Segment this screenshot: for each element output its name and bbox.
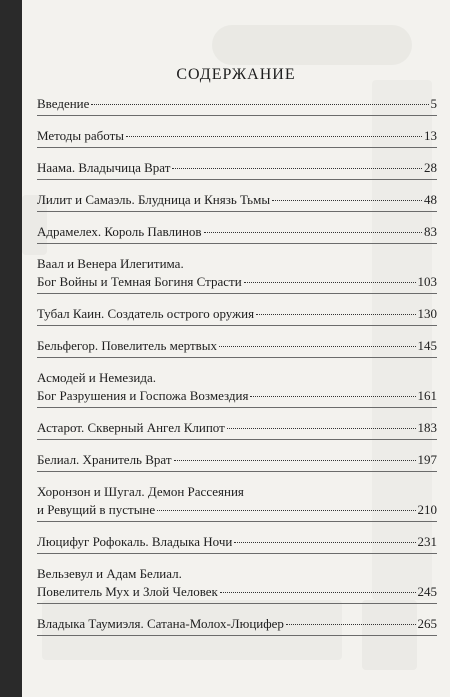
toc-entry-last-line — [37, 223, 437, 241]
toc-entry — [37, 255, 437, 294]
dot-leader — [234, 542, 415, 543]
toc-entry-title-line: Тубал Каин. Создатель острого оружия — [37, 306, 255, 321]
dot-leader — [172, 168, 422, 169]
toc-entry-last-line — [37, 95, 437, 113]
toc-entry-title-line: Введение — [37, 96, 90, 111]
toc-entry-last-line — [37, 501, 437, 519]
toc-page-number: 28 — [424, 160, 437, 175]
toc-entry-title-line: и Ревущий в пустыне — [37, 502, 156, 517]
toc-page-number: 13 — [424, 128, 437, 143]
dot-leader — [157, 510, 415, 511]
toc-entry-last-line — [37, 533, 437, 551]
toc-entry-title-line: Асмодей и Немезида. — [37, 370, 157, 385]
toc-page-number: 245 — [417, 584, 437, 599]
toc-entry-last-line — [37, 419, 437, 437]
toc-entry-last-line — [37, 127, 437, 145]
toc-page-number: 183 — [417, 420, 437, 435]
toc-entry — [37, 305, 437, 326]
dot-leader — [220, 592, 416, 593]
dot-leader — [174, 460, 416, 461]
toc-entry-title-line: Бог Войны и Темная Богиня Страсти — [37, 274, 242, 289]
toc-entry — [37, 615, 437, 636]
toc-entry-title-line: Белиал. Хранитель Врат — [37, 452, 172, 467]
toc-entry-last-line — [37, 583, 437, 601]
dot-leader — [126, 136, 422, 137]
dot-leader — [272, 200, 422, 201]
toc-page-number: 130 — [417, 306, 437, 321]
toc-page-number: 145 — [417, 338, 437, 353]
toc-entry-title-line: Бог Разрушения и Госпожа Возмездия — [37, 388, 249, 403]
toc-entry-last-line — [37, 305, 437, 323]
toc-list — [37, 95, 437, 647]
toc-entry-title-line: Ваал и Венера Илегитима. — [37, 256, 184, 271]
toc-page-number: 48 — [424, 192, 437, 207]
dot-leader — [286, 624, 416, 625]
toc-entry — [37, 483, 437, 522]
dot-leader — [244, 282, 416, 283]
toc-entry-title-line: Повелитель Мух и Злой Человек — [37, 584, 218, 599]
toc-entry-title-line: Лилит и Самаэль. Блудница и Князь Тьмы — [37, 192, 271, 207]
toc-page-number: 210 — [417, 502, 437, 517]
toc-entry-last-line — [37, 337, 437, 355]
toc-entry — [37, 451, 437, 472]
toc-entry-last-line — [37, 387, 437, 405]
toc-entry-title-line: Бельфегор. Повелитель мертвых — [37, 338, 218, 353]
toc-entry-title-line: Астарот. Скверный Ангел Клипот — [37, 420, 225, 435]
toc-entry — [37, 159, 437, 180]
toc-entry-title-line: Владыка Таумиэля. Сатана-Молох-Люцифер — [37, 616, 284, 631]
book-page — [22, 0, 450, 697]
bleed-through-shape — [212, 25, 412, 65]
dot-leader — [219, 346, 415, 347]
toc-page-number: 231 — [417, 534, 437, 549]
toc-entry-title-line: Люцифуг Рофокаль. Владыка Ночи — [37, 534, 233, 549]
dot-leader — [227, 428, 416, 429]
toc-entry — [37, 191, 437, 212]
toc-entry-title-line: Хоронзон и Шугал. Демон Рассеяния — [37, 484, 244, 499]
toc-title: СОДЕРЖАНИЕ — [176, 66, 296, 83]
toc-page-number: 161 — [417, 388, 437, 403]
toc-entry-last-line — [37, 615, 437, 633]
toc-entry-title-line: Вельзевул и Адам Белиал. — [37, 566, 182, 581]
dot-leader — [91, 104, 428, 105]
toc-entry-title-line: Адрамелех. Король Павлинов — [37, 224, 202, 239]
toc-entry — [37, 127, 437, 148]
toc-entry-title-line: Наама. Владычица Врат — [37, 160, 171, 175]
dot-leader — [250, 396, 415, 397]
toc-entry-last-line — [37, 191, 437, 209]
toc-page-number: 83 — [424, 224, 437, 239]
toc-entry — [37, 95, 437, 116]
toc-entry — [37, 223, 437, 244]
toc-entry-title-line: Методы работы — [37, 128, 125, 143]
dot-leader — [256, 314, 415, 315]
toc-entry-last-line — [37, 451, 437, 469]
dot-leader — [204, 232, 422, 233]
toc-page-number: 265 — [417, 616, 437, 631]
toc-entry — [37, 533, 437, 554]
toc-entry — [37, 419, 437, 440]
toc-entry — [37, 565, 437, 604]
toc-entry — [37, 369, 437, 408]
toc-page-number: 197 — [417, 452, 437, 467]
toc-page-number: 5 — [430, 96, 437, 111]
toc-entry — [37, 337, 437, 358]
toc-entry-last-line — [37, 159, 437, 177]
toc-page-number: 103 — [417, 274, 437, 289]
toc-entry-last-line — [37, 273, 437, 291]
